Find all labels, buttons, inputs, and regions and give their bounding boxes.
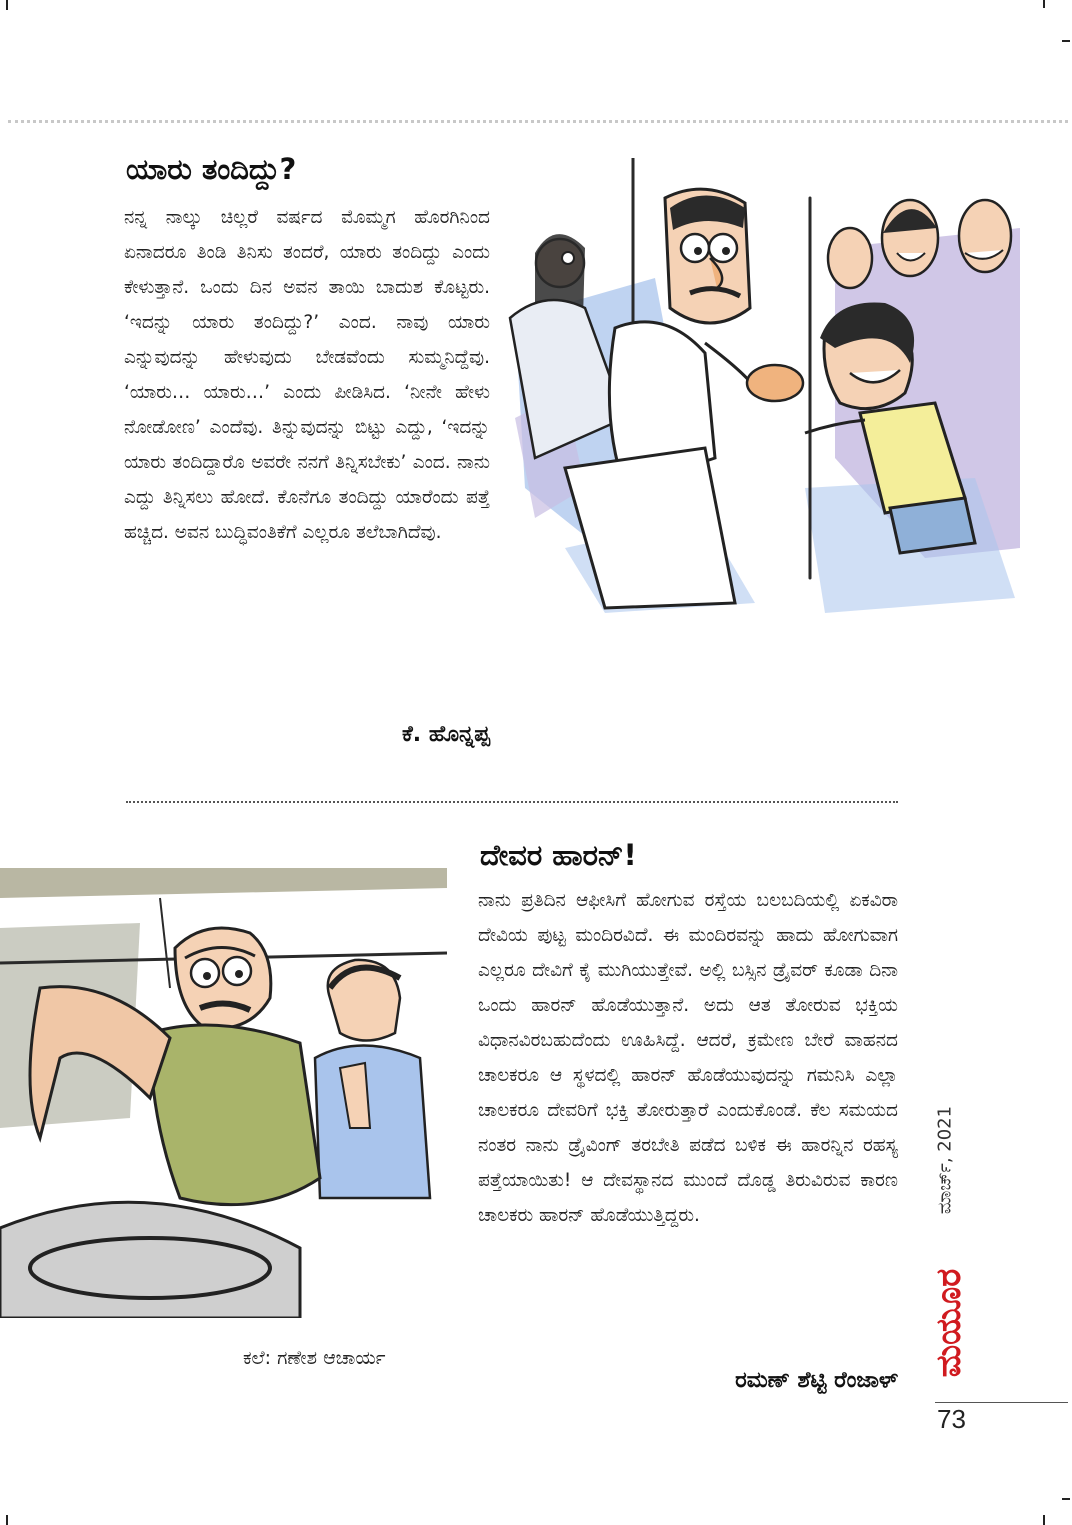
- issue-date: ಮಾರ್ಚ್, 2021: [934, 1105, 956, 1215]
- story2-title: ದೇವರ ಹಾರನ್!: [480, 838, 637, 872]
- magazine-logo: ಮಯೂರ: [929, 1268, 969, 1377]
- crop-mark-top-right: [1043, 0, 1045, 8]
- page-number: 73: [937, 1404, 966, 1434]
- story1-author: ಕೆ. ಹೊನ್ನಪ್ಪ: [402, 722, 490, 747]
- story-divider: [126, 801, 898, 803]
- art-credit: ಕಲೆ: ಗಣೇಶ ಆಚಾರ್ಯ: [243, 1347, 386, 1369]
- top-dotted-rule: [8, 120, 1068, 123]
- crop-mark-right-bottom: [1062, 1498, 1070, 1500]
- bus-driver-cartoon-icon: [0, 868, 447, 1318]
- crop-mark-bottom-right: [1043, 1515, 1045, 1525]
- story1-body: ನನ್ನ ನಾಲ್ಕು ಚಿಲ್ಲರೆ ವರ್ಷದ ಮೊಮ್ಮಗ ಹೊರಗಿನಿಂದ ಏನಾದರೂ ತಿಂಡಿ ತಿನಿಸು ತಂದರೆ, ಯಾರು ತಂದಿದ್ದು ಎಂದು ಕೇಳುತ್ತಾನೆ. ಒಂದು ದಿನ ಅವನ ತಾಯಿ ಬಾದುಶ ಕೊಟ್ಟರು. ‘ಇದನ್ನು ಯಾರು ತಂದಿದ್ದು?’ ಎಂದ. ನಾವು ಯಾರು ಎನ್ನುವುದನ್ನು ಹೇಳುವುದು ಬೇಡವೆಂದು ಸುಮ್ಮನಿದ್ದೆವು. ‘ಯಾರು… ಯಾರು…’ ಎಂದು ಪೀಡಿಸಿದ. ‘ನೀನೇ ಹೇಳು ನೋಡೋಣ’ ಎಂದೆವು. ತಿನ್ನುವುದನ್ನು ಬಿಟ್ಟು ಎದ್ದು, ‘ಇದನ್ನು ಯಾರು ತಂದಿದ್ದಾರೊ ಅವರೇ ನನಗೆ ತಿನ್ನಿಸಬೇಕು’ ಎಂದ. ನಾನು ಎದ್ದು ತಿನ್ನಿಸಲು ಹೋದೆ. ಕೊನೆಗೂ ತಂದಿದ್ದು ಯಾರೆಂದು ಪತ್ತೆ ಹಚ್ಚಿದ. ಅವನ ಬುದ್ಧಿವಂತಿಕೆಗೆ ಎಲ್ಲರೂ ತಲೆಬಾಗಿದೆವು.: [124, 207, 490, 543]
- crop-mark-top-left: [6, 0, 8, 10]
- story2-author: ರಮಣ್ ಶೆಟ್ಟಿ ರೆಂಜಾಳ್: [735, 1368, 898, 1393]
- page-number-rule: [935, 1402, 1068, 1403]
- crop-mark-bottom-left: [6, 1515, 8, 1525]
- story1-title: ಯಾರು ತಂದಿದ್ದು?: [126, 152, 297, 186]
- crop-mark-right-top: [1062, 40, 1070, 42]
- family-snack-cartoon-icon: [505, 158, 1020, 620]
- snack: [747, 365, 803, 401]
- story2-body: ನಾನು ಪ್ರತಿದಿನ ಆಫೀಸಿಗೆ ಹೋಗುವ ರಸ್ತೆಯ ಬಲಬದಿಯಲ್ಲಿ ಏಕವಿರಾ ದೇವಿಯ ಪುಟ್ಟ ಮಂದಿರವಿದೆ. ಈ ಮಂದಿರವನ್ನು ಹಾದು ಹೋಗುವಾಗ ಎಲ್ಲರೂ ದೇವಿಗೆ ಕೈ ಮುಗಿಯುತ್ತೇವೆ. ಅಲ್ಲಿ ಬಸ್ಸಿನ ಡ್ರೈವರ್ ಕೂಡಾ ದಿನಾ ಒಂದು ಹಾರನ್ ಹೊಡೆಯುತ್ತಾನೆ. ಅದು ಆತ ತೋರುವ ಭಕ್ತಿಯ ವಿಧಾನವಿರಬಹುದೆಂದು ಊಹಿಸಿದ್ದೆ. ಆದರೆ, ಕ್ರಮೇಣ ಬೇರೆ ವಾಹನದ ಚಾಲಕರೂ ಆ ಸ್ಥಳದಲ್ಲಿ ಹಾರನ್ ಹೊಡೆಯುವುದನ್ನು ಗಮನಿಸಿ ಎಲ್ಲಾ ಚಾಲಕರೂ ದೇವರಿಗೆ ಭಕ್ತಿ ತೋರುತ್ತಾರೆ ಎಂದುಕೊಂಡೆ. ಕೆಲ ಸಮಯದ ನಂತರ ನಾನು ಡ್ರೈವಿಂಗ್ ತರಬೇತಿ ಪಡೆದ ಬಳಿಕ ಈ ಹಾರನ್ನಿನ ರಹಸ್ಯ ಪತ್ತೆಯಾಯಿತು! ಆ ದೇವಸ್ಥಾನದ ಮುಂದೆ ದೊಡ್ಡ ತಿರುವಿರುವ ಕಾರಣ ಚಾಲಕರು ಹಾರನ್ ಹೊಡೆಯುತ್ತಿದ್ದರು.: [478, 890, 898, 1226]
